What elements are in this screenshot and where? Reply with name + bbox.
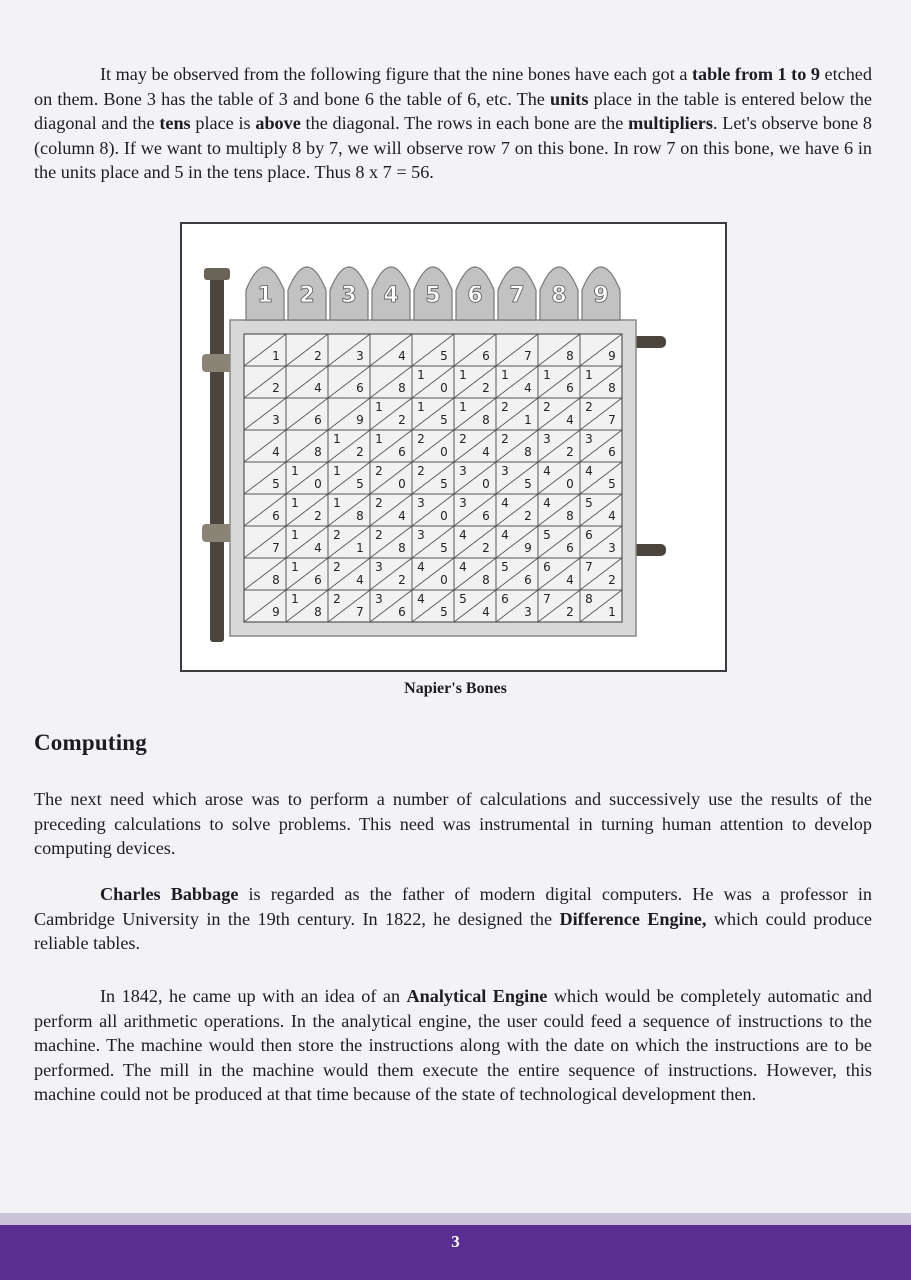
- intro-text: the diagonal. The rows in each bone are the: [300, 113, 629, 133]
- tens-digit: 1: [333, 496, 341, 510]
- units-digit: 8: [566, 509, 574, 523]
- tens-digit: 1: [333, 464, 341, 478]
- tens-digit: 2: [333, 560, 341, 574]
- units-digit: 4: [272, 445, 280, 459]
- units-digit: 4: [482, 445, 490, 459]
- units-digit: 2: [314, 509, 322, 523]
- intro-text: place is: [190, 113, 256, 133]
- tens-digit: 5: [501, 560, 509, 574]
- tens-digit: 2: [333, 528, 341, 542]
- intro-bold-table: table from 1 to 9: [691, 64, 820, 84]
- units-digit: 8: [398, 541, 406, 555]
- analytical-text: In 1842, he came up with an idea of an: [100, 986, 407, 1006]
- units-digit: 2: [482, 541, 490, 555]
- units-digit: 6: [314, 413, 322, 427]
- units-digit: 5: [440, 605, 448, 619]
- units-digit: 6: [398, 445, 406, 459]
- tens-digit: 2: [585, 400, 593, 414]
- tens-digit: 3: [543, 432, 551, 446]
- tens-digit: 2: [501, 432, 509, 446]
- tens-digit: 1: [543, 368, 551, 382]
- bone-label: 1: [257, 283, 273, 308]
- napiers-bones-illustration: [182, 224, 725, 670]
- units-digit: 5: [440, 413, 448, 427]
- units-digit: 0: [314, 477, 322, 491]
- section-heading: Computing: [34, 730, 147, 755]
- units-digit: 6: [356, 381, 364, 395]
- handle-top: [204, 268, 230, 280]
- tens-digit: 6: [543, 560, 551, 574]
- tens-digit: 2: [543, 400, 551, 414]
- units-digit: 2: [566, 445, 574, 459]
- units-digit: 5: [272, 477, 280, 491]
- tens-digit: 3: [459, 464, 467, 478]
- tens-digit: 7: [585, 560, 593, 574]
- intro-bold-units: units: [550, 88, 589, 109]
- tens-digit: 5: [585, 496, 593, 510]
- babbage-name: Charles Babbage: [100, 884, 239, 904]
- units-digit: 0: [566, 477, 574, 491]
- tens-digit: 6: [501, 592, 509, 606]
- intro-text: etched on them. Bone 3 has the table of 3 and bone 6 the table of 6, etc. The: [34, 64, 872, 109]
- units-digit: 4: [608, 509, 616, 523]
- units-digit: 8: [398, 381, 406, 395]
- units-digit: 6: [482, 509, 490, 523]
- tens-digit: 1: [585, 368, 593, 382]
- babbage-text: is regarded as the father of modern digital computers. He was a professor in Cambridge University in the 19th century. In 1822, he designed the: [34, 884, 872, 929]
- units-digit: 4: [482, 605, 490, 619]
- intro-bold-tens: tens: [159, 113, 191, 133]
- units-digit: 4: [356, 573, 364, 587]
- units-digit: 3: [524, 605, 532, 619]
- units-digit: 8: [524, 445, 532, 459]
- units-digit: 8: [314, 605, 322, 619]
- units-digit: 7: [608, 413, 616, 427]
- units-digit: 1: [272, 349, 280, 363]
- tens-digit: 2: [375, 464, 383, 478]
- units-digit: 2: [314, 349, 322, 363]
- units-digit: 0: [440, 509, 448, 523]
- figure-caption: Napier's Bones: [404, 680, 507, 697]
- units-digit: 1: [608, 605, 616, 619]
- units-digit: 9: [524, 541, 532, 555]
- analytical-engine-term: Analytical Engine: [406, 986, 548, 1006]
- bone-label: 9: [593, 283, 609, 308]
- tens-digit: 3: [375, 592, 383, 606]
- footer-band: [0, 1213, 911, 1225]
- units-digit: 8: [482, 573, 490, 587]
- units-digit: 6: [398, 605, 406, 619]
- units-digit: 2: [272, 381, 280, 395]
- tens-digit: 2: [375, 528, 383, 542]
- units-digit: 6: [608, 445, 616, 459]
- peg-top: [632, 336, 666, 348]
- peg-bottom: [632, 544, 666, 556]
- analytical-text: which would be completely automatic and perform all arithmetic operations. In the analytical engine, the user could feed a sequence of instructions to the machine. The machine would then store the instructions along with the date on which the instructions are to be performed. The mill in the machine would them execute the entire sequence of instructions. However, this machine could not be produced at that time because of the state of technological development then.: [34, 986, 873, 1104]
- units-digit: 0: [398, 477, 406, 491]
- units-digit: 5: [440, 477, 448, 491]
- units-digit: 2: [566, 605, 574, 619]
- difference-engine-term: Difference Engine,: [559, 908, 707, 929]
- tens-digit: 1: [459, 400, 467, 414]
- units-digit: 8: [608, 381, 616, 395]
- tens-digit: 4: [501, 528, 509, 542]
- units-digit: 7: [356, 605, 364, 619]
- units-digit: 5: [608, 477, 616, 491]
- units-digit: 8: [566, 349, 574, 363]
- tens-digit: 4: [585, 464, 593, 478]
- tens-digit: 8: [585, 592, 593, 606]
- intro-text: It may be observed from the following figure that the nine bones have each got a: [100, 64, 692, 84]
- bone-label: 5: [425, 283, 441, 308]
- units-digit: 9: [272, 605, 280, 619]
- units-digit: 6: [482, 349, 490, 363]
- intro-bold-above: above: [255, 113, 301, 133]
- tens-digit: 3: [501, 464, 509, 478]
- bone-label: 7: [509, 283, 525, 308]
- tens-digit: 2: [501, 400, 509, 414]
- units-digit: 3: [272, 413, 280, 427]
- units-digit: 4: [314, 381, 322, 395]
- units-digit: 0: [440, 445, 448, 459]
- intro-text: . Let's observe bone 8 (column 8). If we want to multiply 8 by 7, we will observe row 7 on this bone. In row 7 on this bone, we have 6 in the units place and 5 in the tens place. Thus 8 x 7 = 56.: [34, 113, 873, 182]
- intro-paragraph: [34, 62, 872, 185]
- tens-digit: 4: [543, 496, 551, 510]
- units-digit: 6: [566, 381, 574, 395]
- tens-digit: 1: [459, 368, 467, 382]
- tens-digit: 1: [375, 432, 383, 446]
- napiers-bones-figure: [180, 222, 727, 672]
- bone-label: 2: [299, 283, 315, 308]
- units-digit: 0: [440, 381, 448, 395]
- tens-digit: 3: [417, 528, 425, 542]
- tens-digit: 2: [459, 432, 467, 446]
- tens-digit: 1: [501, 368, 509, 382]
- tens-digit: 4: [459, 560, 467, 574]
- page-number: 3: [451, 1232, 460, 1251]
- tens-digit: 5: [543, 528, 551, 542]
- tens-digit: 7: [543, 592, 551, 606]
- units-digit: 5: [440, 541, 448, 555]
- units-digit: 3: [356, 349, 364, 363]
- units-digit: 4: [566, 413, 574, 427]
- units-digit: 4: [314, 541, 322, 555]
- units-digit: 2: [524, 509, 532, 523]
- tens-digit: 1: [291, 560, 299, 574]
- tens-digit: 1: [417, 368, 425, 382]
- tens-digit: 1: [291, 464, 299, 478]
- computing-paragraph: The next need which arose was to perform a number of calculations and successively use the results of the preceding calculations to solve problems. This need was instrumental in turning human attention to develop computing devices.: [34, 789, 872, 858]
- units-digit: 8: [482, 413, 490, 427]
- units-digit: 9: [356, 413, 364, 427]
- tens-digit: 3: [375, 560, 383, 574]
- intro-text: place in the table is entered below the diagonal and the: [34, 88, 872, 133]
- tens-digit: 2: [417, 464, 425, 478]
- tens-digit: 4: [417, 560, 425, 574]
- tens-digit: 1: [333, 432, 341, 446]
- units-digit: 2: [482, 381, 490, 395]
- units-digit: 4: [398, 349, 406, 363]
- bone-label: 3: [341, 283, 357, 308]
- tens-digit: 1: [417, 400, 425, 414]
- tens-digit: 4: [459, 528, 467, 542]
- tens-digit: 3: [417, 496, 425, 510]
- tens-digit: 1: [375, 400, 383, 414]
- tens-digit: 1: [291, 496, 299, 510]
- babbage-text: which could produce reliable tables.: [34, 908, 873, 953]
- units-digit: 5: [440, 349, 448, 363]
- tens-digit: 3: [585, 432, 593, 446]
- tens-digit: 4: [543, 464, 551, 478]
- units-digit: 5: [524, 477, 532, 491]
- tens-digit: 4: [417, 592, 425, 606]
- units-digit: 7: [524, 349, 532, 363]
- units-digit: 0: [482, 477, 490, 491]
- tens-digit: 1: [291, 592, 299, 606]
- units-digit: 4: [524, 381, 532, 395]
- units-digit: 9: [608, 349, 616, 363]
- units-digit: 2: [608, 573, 616, 587]
- handle-rod: [210, 272, 224, 642]
- bone-label: 6: [467, 283, 483, 308]
- units-digit: 8: [272, 573, 280, 587]
- bone-label: 4: [383, 283, 399, 308]
- tens-digit: 4: [501, 496, 509, 510]
- units-digit: 7: [272, 541, 280, 555]
- tens-digit: 2: [333, 592, 341, 606]
- units-digit: 4: [566, 573, 574, 587]
- units-digit: 6: [314, 573, 322, 587]
- units-digit: 4: [398, 509, 406, 523]
- units-digit: 1: [524, 413, 532, 427]
- units-digit: 6: [272, 509, 280, 523]
- units-digit: 2: [398, 413, 406, 427]
- units-digit: 1: [356, 541, 364, 555]
- bone-label: 8: [551, 283, 567, 308]
- units-digit: 8: [356, 509, 364, 523]
- tens-digit: 6: [585, 528, 593, 542]
- units-digit: 8: [314, 445, 322, 459]
- analytical-engine-paragraph: [34, 984, 872, 1107]
- units-digit: 2: [398, 573, 406, 587]
- tens-digit: 2: [375, 496, 383, 510]
- intro-bold-multipliers: multipliers: [628, 113, 713, 133]
- tens-digit: 1: [291, 528, 299, 542]
- babbage-paragraph: [34, 882, 872, 956]
- units-digit: 3: [608, 541, 616, 555]
- units-digit: 2: [356, 445, 364, 459]
- units-digit: 6: [524, 573, 532, 587]
- tens-digit: 3: [459, 496, 467, 510]
- units-digit: 0: [440, 573, 448, 587]
- tens-digit: 5: [459, 592, 467, 606]
- units-digit: 5: [356, 477, 364, 491]
- units-digit: 6: [566, 541, 574, 555]
- tens-digit: 2: [417, 432, 425, 446]
